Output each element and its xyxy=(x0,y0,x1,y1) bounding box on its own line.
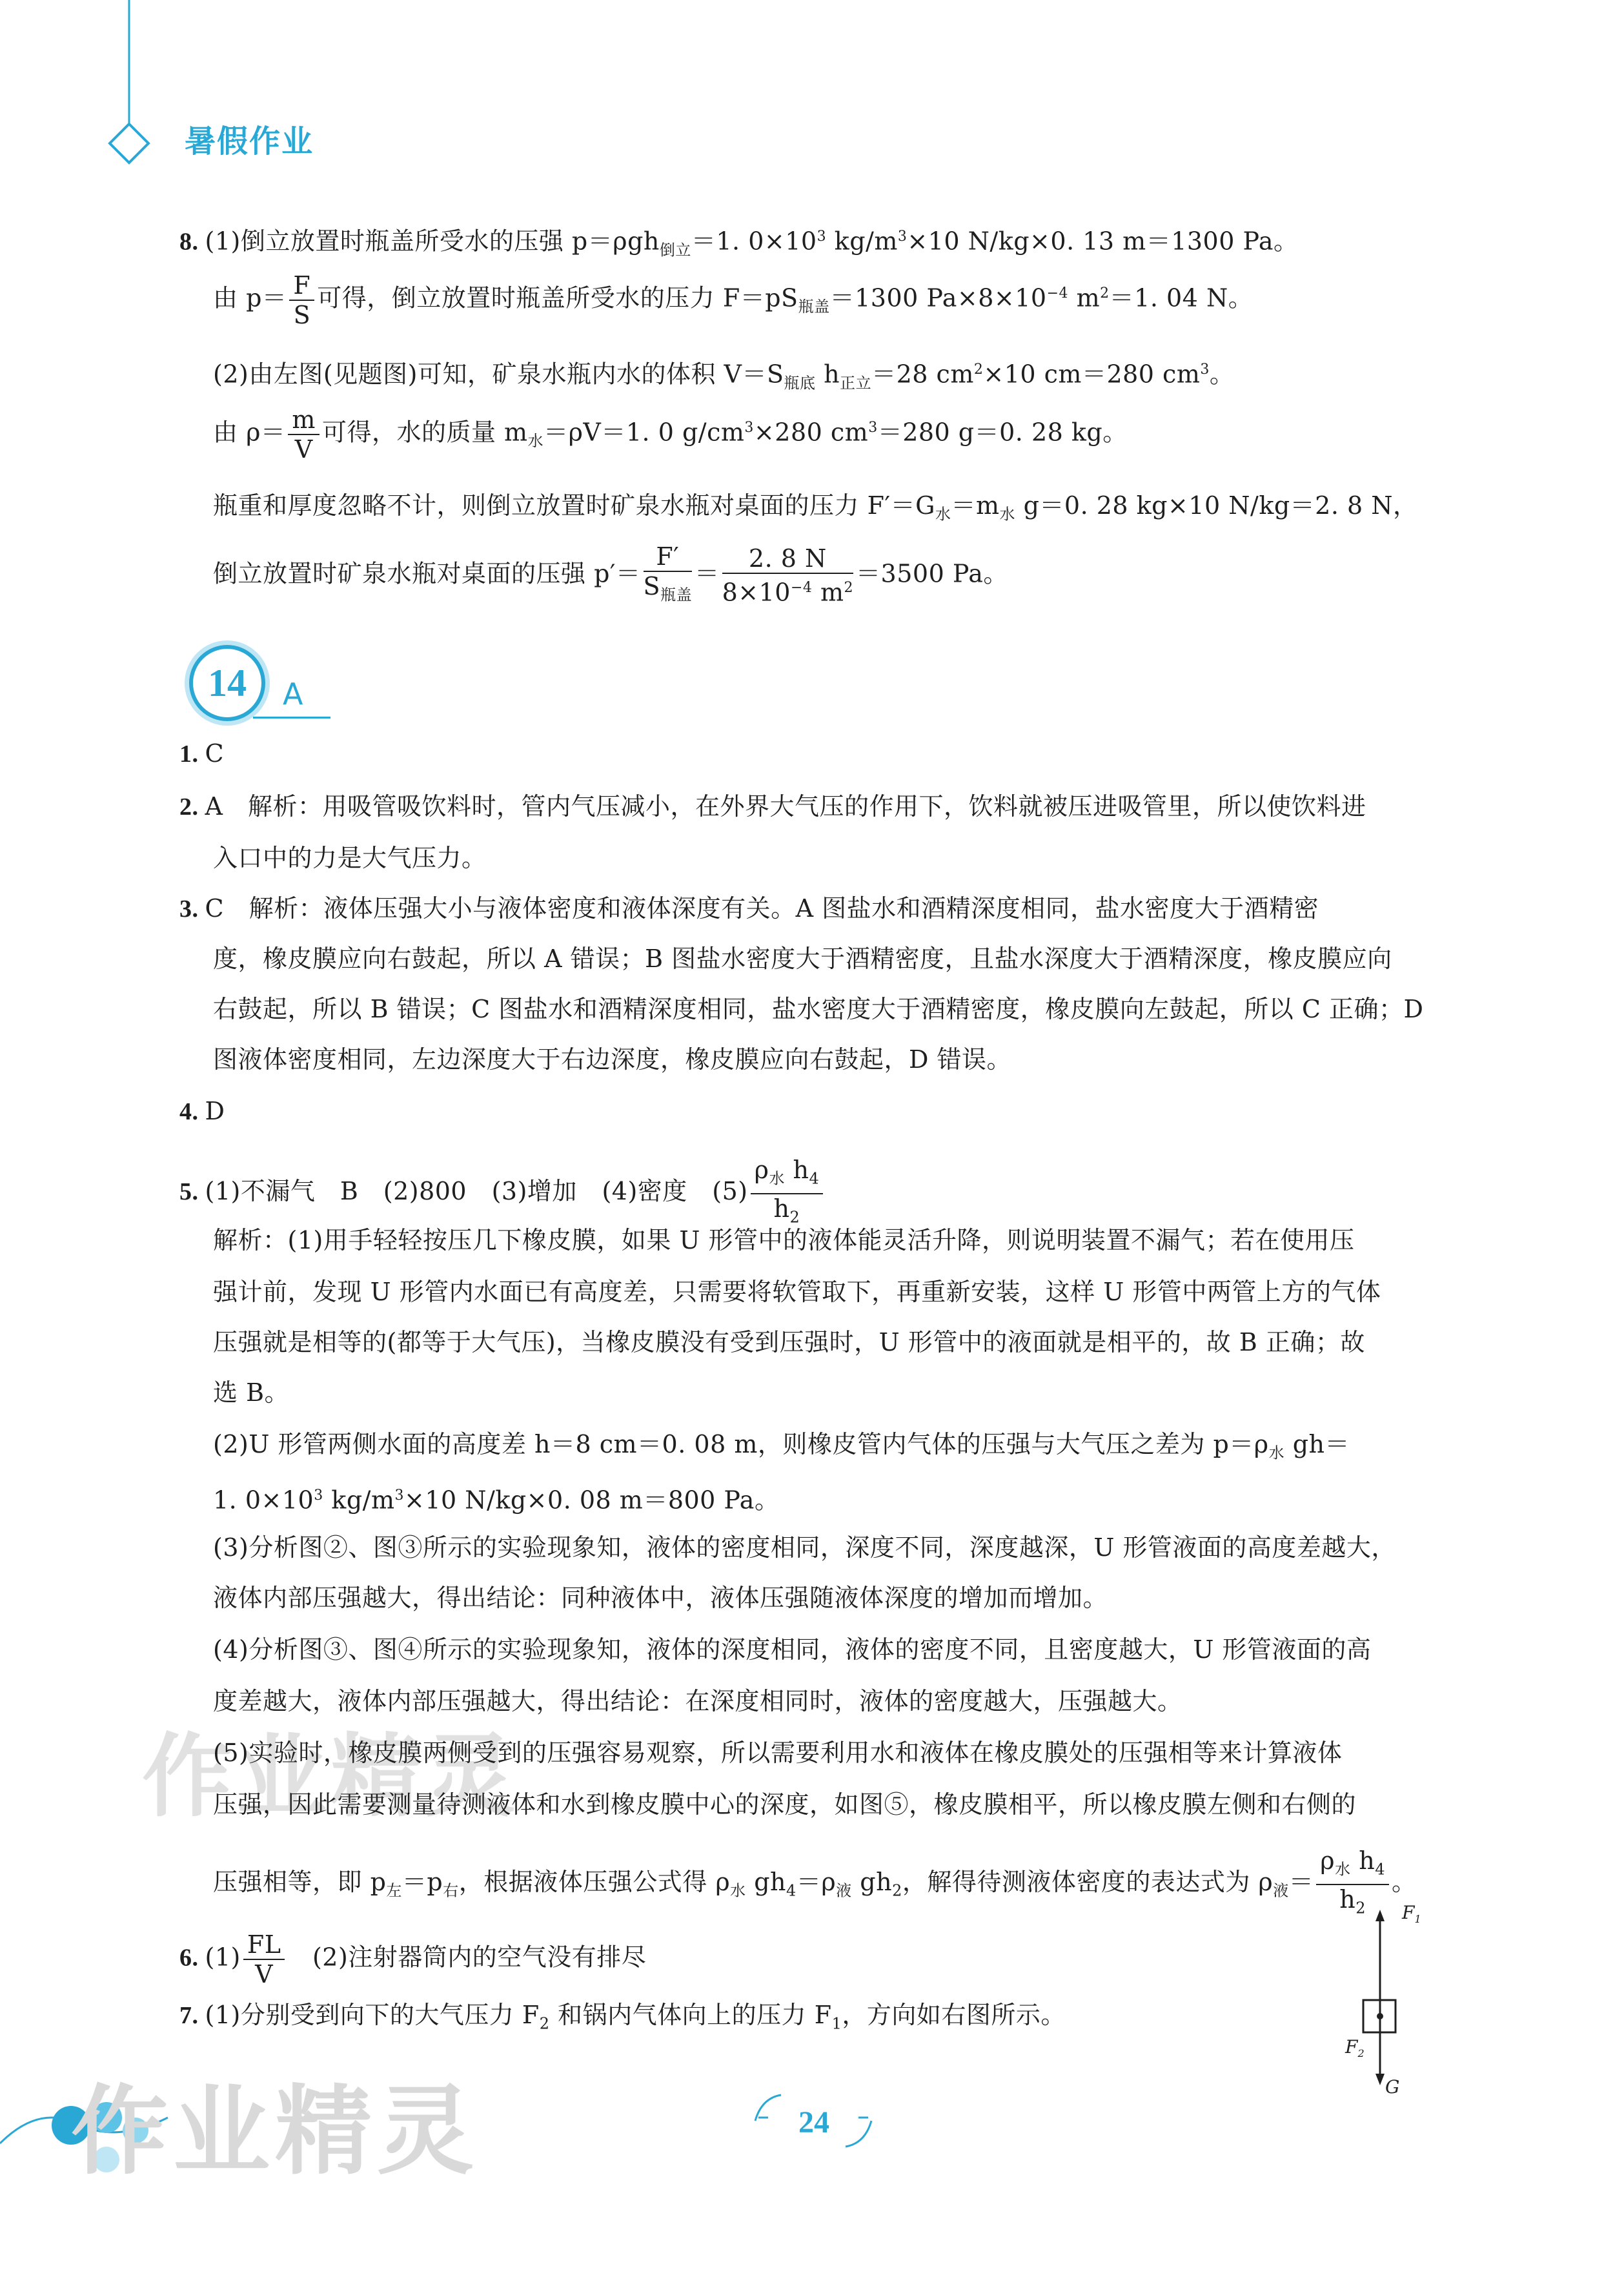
q8-line6: 倒立放置时矿泉水瓶对桌面的压强 p′＝ $\frac{F'}{S_{瓶盖}}$ ＝ $\frac{2. 8 N}{8\times 10^{-4} m^2}$ ＝3500 Pa。 xyxy=(213,542,1008,609)
section-number: 14 xyxy=(208,662,247,704)
answer-1: 1. C xyxy=(179,739,225,768)
q8-line2: 由 p＝ $\frac{F}{S}$ 可得，倒立放置时瓶盖所受水的压力 $F=pS_{瓶盖}=1300$ $Pa\times 8\times 10^{-4}$ $m^2=1$. 04 N。 xyxy=(213,271,1254,329)
header-decoration xyxy=(0,0,258,194)
answer-5-l3: 压强就是相等的(都等于大气压)，当橡皮膜没有受到压强时，U 形管中的液面就是相平的，故 B 正确；故 xyxy=(213,1328,1365,1356)
answer-3-line3: 右鼓起，所以 B 错误；C 图盐水和酒精深度相同，盐水密度大于酒精密度，橡皮膜向左鼓起，所以 C 正确；D xyxy=(213,995,1424,1023)
answer-5-l8: 液体内部压强越大，得出结论：同种液体中，液体压强随液体深度的增加而增加。 xyxy=(213,1584,1108,1612)
answer-2-line1: 2. A 解析：用吸管吸饮料时，管内气压减小，在外界大气压的作用下，饮料就被压进吸管里，所以使饮料进 xyxy=(179,792,1366,821)
fraction-density-final: $\frac{\rho_水 h_4}{h_2}$ xyxy=(1316,1846,1389,1922)
header-title: 暑假作业 xyxy=(185,123,314,159)
answer-5-l2: 强计前，发现 U 形管内水面已有高度差，只需要将软管取下，再重新安装，这样 U 形管中两管上方的气体 xyxy=(213,1278,1381,1306)
svg-text:F1: $F_1$ xyxy=(1401,1905,1421,1925)
answer-5-head: 5. (1)不漏气 B (2)800 (3)增加 (4)密度 (5) $\frac{\rho_水 h_4}{h_2}$ xyxy=(179,1156,826,1231)
answer-5-l1: 解析：(1)用手轻轻按压几下橡皮膜，如果 U 形管中的液体能灵活升降，则说明装置不漏气；若在使用压 xyxy=(213,1226,1355,1254)
answer-3-line2: 度，橡皮膜应向右鼓起，所以 A 错误；B 图盐水密度大于酒精密度，且盐水深度大于酒精深度，橡皮膜应向 xyxy=(213,945,1392,973)
q8-line5: 瓶重和厚度忽略不计，则倒立放置时矿泉水瓶对桌面的压力 $F'=G_水=m_水$ g＝0. 28 kg×10 N/kg＝2. 8 N， xyxy=(213,491,1418,524)
answer-5-l12: 压强，因此需要测量待测液体和水到橡皮膜中心的深度，如图⑤，橡皮膜相平，所以橡皮膜左侧和右侧的 xyxy=(213,1790,1357,1819)
fraction-pressure: $\frac{F'}{S_{瓶盖}}$ xyxy=(643,542,693,604)
answer-7: 7. (1)分别受到向下的大气压力 $F_2$ 和锅内气体向上的压力 $F_1$，方向如右图所示。 xyxy=(179,2001,1066,2033)
answer-3-line1: 3. C 解析：液体压强大小与液体密度和液体深度有关。A 图盐水和酒精深度相同，盐水密度大于酒精密 xyxy=(179,894,1319,923)
svg-text:F2: $F_2$ xyxy=(1345,2036,1365,2059)
answer-5-l5: (2)U 形管两侧水面的高度差 h＝8 cm＝0. 08 m，则橡皮管内气体的压强与大气压之差为 $p=\rho_水$ gh＝ xyxy=(213,1430,1350,1462)
q8-number: 8. xyxy=(179,228,205,256)
fraction-density: $\frac{\rho_水 h_4}{h_2}$ xyxy=(751,1156,824,1231)
answer-5-l11: (5)实验时，橡皮膜两侧受到的压强容易观察，所以需要利用水和液体在橡皮膜处的压强相等来计算液体 xyxy=(213,1739,1343,1767)
f2-label: F xyxy=(1345,2036,1358,2058)
q8-line4: 由 ρ＝ $\frac{m}{V}$ 可得，水的质量 $m_水=\rho V=1$. 0 $g/cm^3\times 280$ $cm^3=280$ g＝0. 28 kg。 xyxy=(213,405,1128,464)
answer-4: 4. D xyxy=(179,1097,225,1125)
answer-6: 6. (1) $\frac{FL}{V}$ (2)注射器筒内的空气没有排尽 xyxy=(179,1930,647,1988)
fraction-m-over-v: $\frac{m}{V}$ xyxy=(288,405,320,464)
answer-5-l6: 1. $0\times 10^3$ $kg/m^3\times 10$ N/kg×0. 08 m＝800 Pa。 xyxy=(213,1486,780,1515)
f1-label: F xyxy=(1402,1905,1415,1923)
fraction-fl-over-v: $\frac{FL}{V}$ xyxy=(243,1930,285,1988)
fraction-value: $\frac{2. 8 N}{8\times 10^{-4} m^2}$ xyxy=(722,544,854,608)
q8-line1: 8. (1)倒立放置时瓶盖所受水的压强 p＝ρgh$_{倒立}$＝1. $0\times 10^3$ $kg/m^3\times 10$ N/kg×0. 13 m＝1300 Pa。 xyxy=(179,227,1299,260)
answer-3-line4: 图液体密度相同，左边深度大于右边深度，橡皮膜应向右鼓起，D 错误。 xyxy=(213,1045,1012,1074)
section-letter: A xyxy=(283,677,303,711)
section-badge xyxy=(182,638,272,728)
watermark-bottom: 作业精灵 xyxy=(71,2076,480,2188)
answer-5-l4: 选 B。 xyxy=(213,1378,290,1407)
answer-2-line2: 入口中的力是大气压力。 xyxy=(213,844,487,872)
page-number: 24 xyxy=(798,2105,829,2140)
answer-5-l13: 压强相等，即 $p_左=p_右$，根据液体压强公式得 $\rho_水$ $gh_4=\rho_液$ $gh_2$，解得待测液体密度的表达式为 $\rho_液=$ $\frac{\rho_水 h_4}{h_2}$ 。 xyxy=(213,1846,1416,1922)
q8-line3: (2)由左图(见题图)可知，矿泉水瓶内水的体积 $V=S_{瓶底}$ $h_{正立}=28$ $cm^2\times 10$ cm＝280 $cm^3$。 xyxy=(213,360,1235,393)
answer-5-l7: (3)分析图②、图③所示的实验现象知，液体的密度相同，深度不同，深度越深，U 形管液面的高度差越大， xyxy=(213,1533,1396,1562)
answer-5-l10: 度差越大，液体内部压强越大，得出结论：在深度相同时，液体的密度越大，压强越大。 xyxy=(213,1687,1182,1715)
g-label: G xyxy=(1385,2076,1400,2098)
fraction-f-over-s: $\frac{F}{S}$ xyxy=(289,271,314,329)
watermark-mid: 作业精灵 xyxy=(142,1724,520,1830)
section-underline xyxy=(253,717,330,719)
answer-5-l9: (4)分析图③、图④所示的实验现象知，液体的深度相同，液体的密度不同，且密度越大，U 形管液面的高 xyxy=(213,1635,1372,1664)
